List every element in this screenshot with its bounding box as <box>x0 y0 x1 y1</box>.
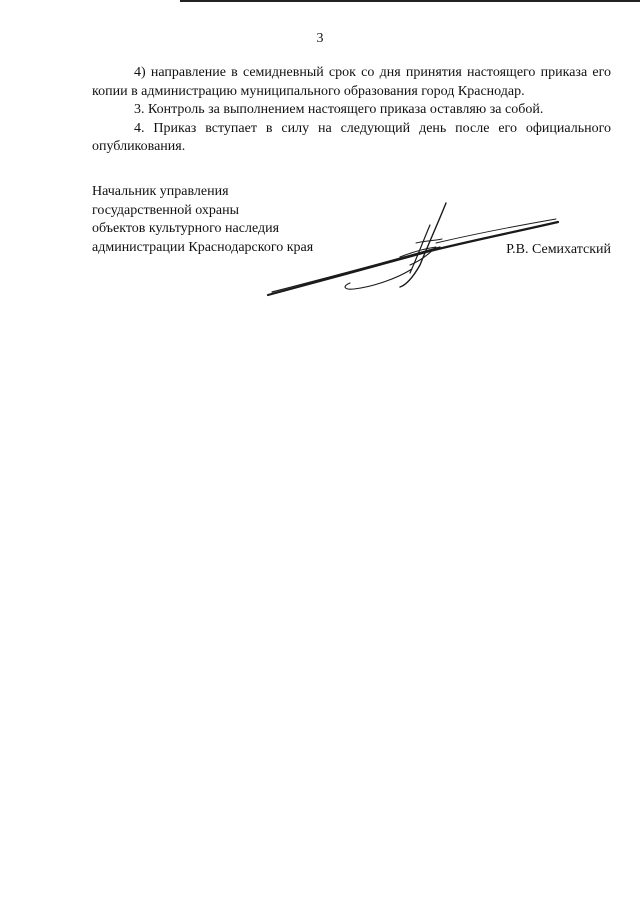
paragraph-effective-date: 4. Приказ вступает в силу на следующий день после его официального опубликования. <box>92 120 611 154</box>
signatory-name: Р.В. Семихатский <box>506 242 611 257</box>
document-body <box>92 64 611 157</box>
signatory-title-line: Начальник управления <box>92 184 229 199</box>
paragraph-item-4-copy: 4) направление в семидневный срок со дня принятия настоящего приказа его копии в администрацию муниципального образования город Краснодар. <box>92 65 611 99</box>
signatory-title-line: администрации Краснодарского края <box>92 239 314 255</box>
page-number: 3 <box>316 31 324 46</box>
paragraph-control: 3. Контроль за выполнением настоящего приказа оставляю за собой. <box>134 102 544 117</box>
signatory-title-line: объектов культурного наследия <box>92 221 280 236</box>
top-edge-rule <box>180 0 640 2</box>
signatory-title-line: государственной охраны <box>92 202 240 218</box>
